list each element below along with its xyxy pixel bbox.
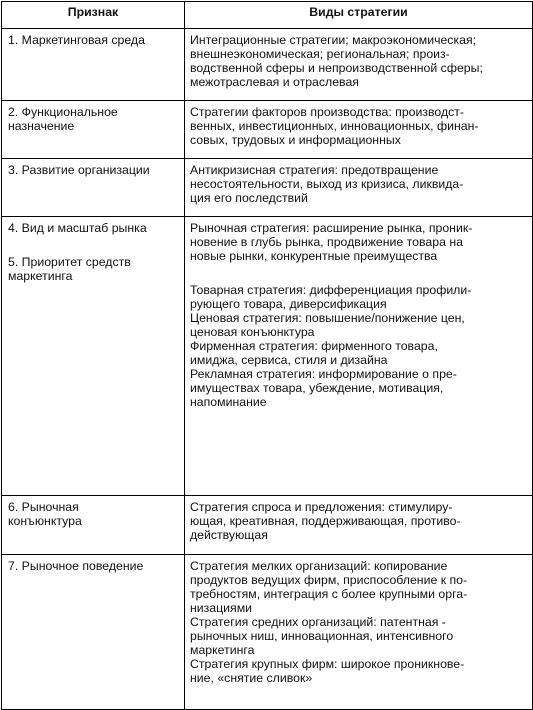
strategy-text-line: несостоятельности, выход из кризиса, ликвида- — [190, 177, 464, 191]
feature-text: 5. Приоритет средств — [8, 255, 131, 269]
strategy-text-line: рующего товара, диверсификация — [190, 297, 387, 311]
strategy-text-line: Фирменная стратегия: фирменного товара, — [190, 339, 438, 353]
feature-text: 4. Вид и масштаб рынка — [8, 221, 147, 235]
strategy-text-line: внешнеэкономическая; региональная; произ- — [190, 47, 450, 61]
strategy-text-line: Стратегия средних организаций: патентная - — [190, 615, 446, 629]
feature-cell — [2, 29, 185, 101]
feature-cell — [2, 159, 185, 217]
strategy-text-line: новые рынки, конкурентные преимущества — [190, 249, 438, 263]
strategy-text-line: Антикризисная стратегия: предотвращение — [190, 163, 439, 177]
strategy-text-line: совых, трудовых и информационных — [190, 133, 401, 147]
strategy-text-line: новение в глубь рынка, продвижение товара на — [190, 235, 463, 249]
strategy-text-line: ние, «снятие сливок» — [190, 671, 313, 685]
strategy-cell — [185, 217, 533, 496]
feature-cell — [2, 496, 185, 555]
feature-text: 3. Развитие организации — [8, 163, 150, 177]
strategy-text-line: Рыночная стратегия: расширение рынка, проник- — [190, 221, 473, 235]
table-row — [2, 217, 533, 496]
column-header-strategy-types: Виды стратегии — [185, 2, 533, 29]
strategy-text-line: Стратегия крупных фирм: широкое проникнове- — [190, 657, 465, 671]
strategy-text-line: имиджа, сервиса, стиля и дизайна — [190, 353, 388, 367]
strategy-text-line: Стратегии факторов производства: производст- — [190, 105, 465, 119]
table-row — [2, 159, 533, 217]
strategy-text-line: Интеграционные стратегии; макроэкономическая; — [190, 33, 477, 47]
strategy-cell — [185, 496, 533, 555]
strategy-cell — [185, 555, 533, 710]
feature-text: 2. Функциональное — [8, 105, 118, 119]
table-row — [2, 101, 533, 159]
column-header-feature: Признак — [2, 2, 185, 29]
strategy-text-line: напоминание — [190, 395, 267, 409]
table-row — [2, 29, 533, 101]
feature-text: конъюнктура — [8, 514, 82, 528]
feature-text: 1. Маркетинговая среда — [8, 33, 145, 47]
feature-cell — [2, 555, 185, 710]
table-row — [2, 496, 533, 555]
strategy-text-line: требностям, интеграция с более крупными орга- — [190, 587, 468, 601]
strategy-cell — [185, 29, 533, 101]
strategy-text-line: Товарная стратегия: дифференциация профили- — [190, 283, 472, 297]
strategy-text-line: ценовая конъюнктура — [190, 325, 315, 339]
strategy-text-line: действующая — [190, 528, 268, 542]
feature-text: маркетинга — [8, 269, 73, 283]
feature-text: 7. Рыночное поведение — [8, 559, 144, 573]
strategy-text-line: Ценовая стратегия: повышение/понижение цен, — [190, 311, 465, 325]
table-header-row — [2, 2, 533, 29]
feature-cell — [2, 101, 185, 159]
strategy-text-line: низациями — [190, 601, 253, 615]
strategy-text-line: Рекламная стратегия: информирование о пре- — [190, 367, 457, 381]
strategy-text-line: Стратегия мелких организаций: копирование — [190, 559, 448, 573]
feature-text: 6. Рыночная — [8, 500, 79, 514]
strategy-cell — [185, 101, 533, 159]
strategy-table — [1, 1, 533, 710]
feature-cell — [2, 217, 185, 496]
strategy-text-line: межотраслевая и отраслевая — [190, 75, 359, 89]
strategy-text-line: рыночных ниш, инновационная, интенсивного — [190, 629, 454, 643]
strategy-text-line: ция его последствий — [190, 191, 308, 205]
table-row — [2, 555, 533, 710]
strategy-text-line: маркетинга — [190, 643, 255, 657]
strategy-text-line: венных, инвестиционных, инновационных, финан- — [190, 119, 479, 133]
strategy-text-line: продуктов ведущих фирм, приспособление к по- — [190, 573, 468, 587]
feature-text: назначение — [8, 119, 75, 133]
strategy-text-line: Стратегия спроса и предложения: стимулиру- — [190, 500, 453, 514]
strategy-cell — [185, 159, 533, 217]
strategy-text-line: имуществах товара, убеждение, мотивация, — [190, 381, 444, 395]
strategy-text-line: ющая, креативная, поддерживающая, противо- — [190, 514, 461, 528]
strategy-text-line: водственной сферы и непроизводственной сферы; — [190, 61, 483, 75]
